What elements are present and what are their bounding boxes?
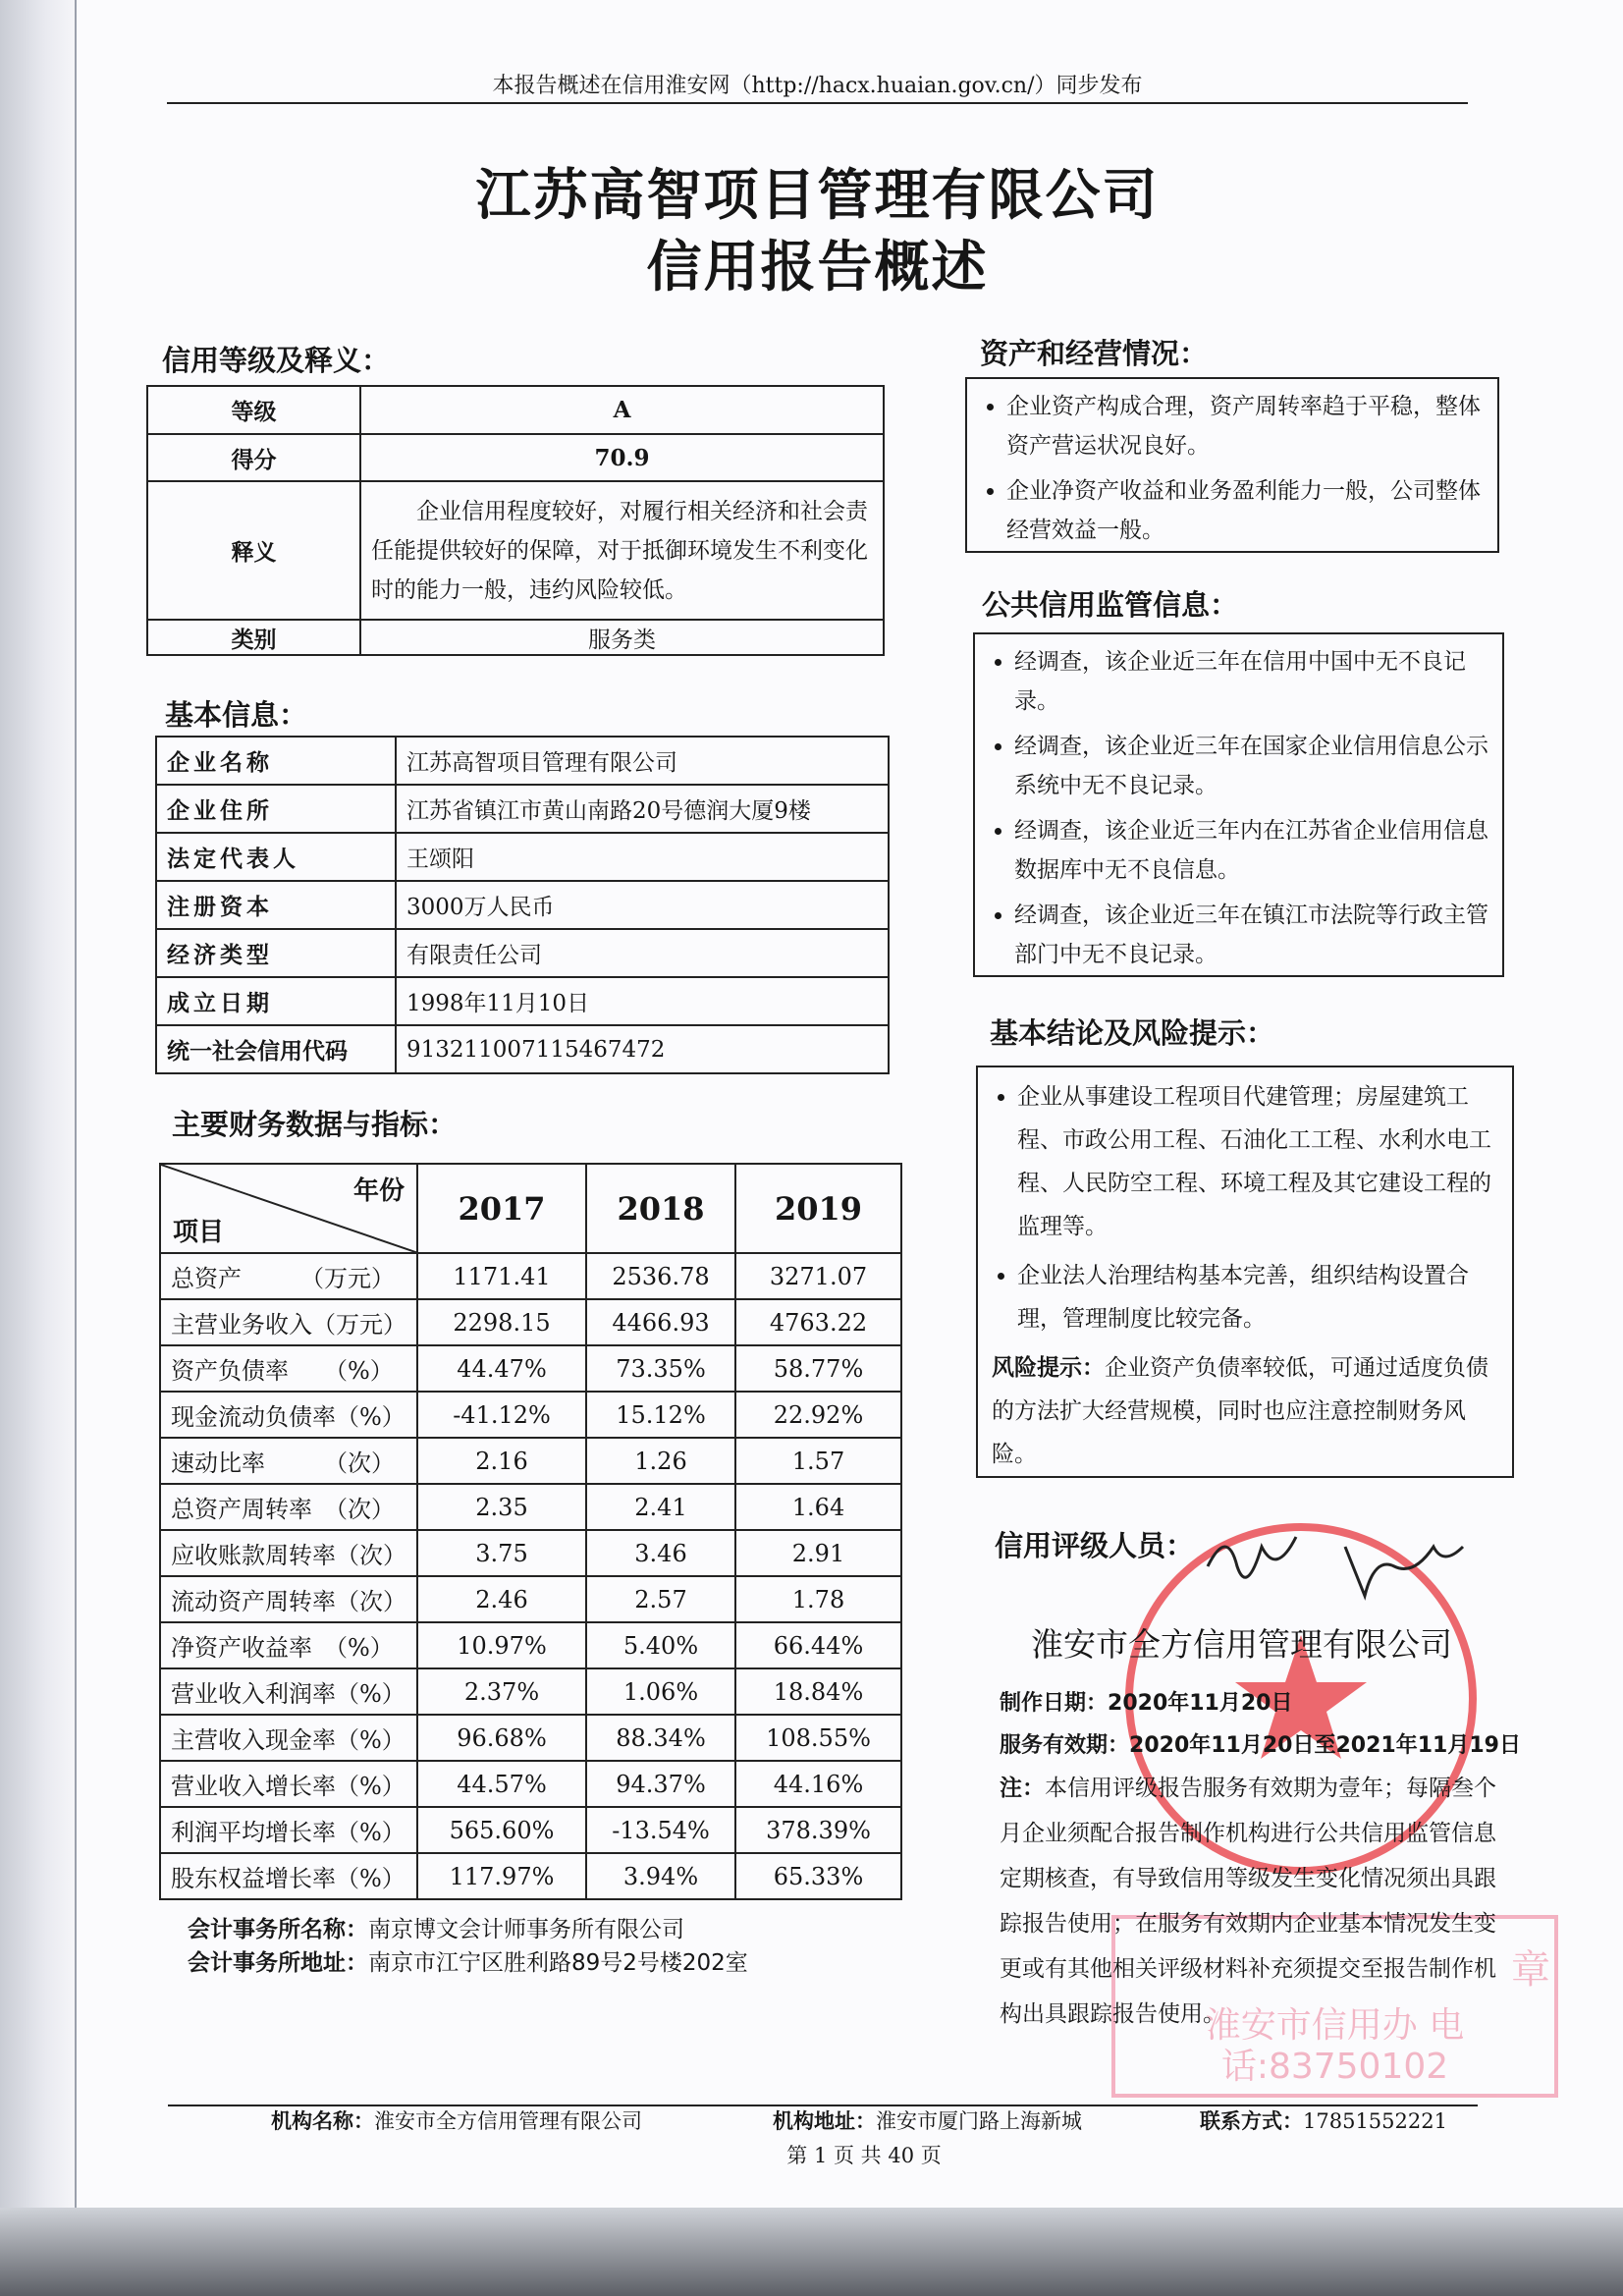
metric-value: 2.16 — [417, 1438, 586, 1484]
rating-staff-label: 信用评级人员： — [995, 1529, 1195, 1562]
filing-seal-glyph: 章 — [1511, 1947, 1550, 1993]
footer-org — [271, 2108, 642, 2134]
table-row — [156, 833, 889, 881]
footer-address-label: 机构地址： — [773, 2109, 876, 2133]
scan-bottom — [0, 2208, 1623, 2296]
table-row — [156, 881, 889, 929]
explanation-label: 释义 — [147, 481, 360, 620]
table-row — [147, 620, 884, 655]
conclusion-heading: 基本结论及风险提示： — [990, 1016, 1275, 1050]
validity-value: 2020年11月20日至2021年11月19日 — [1129, 1733, 1521, 1758]
metric-value: 2.91 — [735, 1530, 901, 1576]
metric-value: 565.60% — [417, 1807, 586, 1853]
table-row — [156, 785, 889, 833]
date-value: 2020年11月20日 — [1108, 1691, 1293, 1716]
table-row — [160, 1484, 901, 1530]
basic-info-heading: 基本信息： — [165, 698, 308, 732]
validity — [1000, 1731, 1521, 1761]
field-value: 江苏省镇江市黄山南路20号德润大厦9楼 — [396, 785, 889, 833]
company-title: 江苏高智项目管理有限公司 — [475, 164, 1160, 228]
metric-value: 108.55% — [735, 1715, 901, 1761]
score-label: 得分 — [147, 434, 360, 481]
conclusion-box — [976, 1066, 1514, 1478]
field-label: 法定代表人 — [156, 833, 396, 881]
field-label: 统一社会信用代码 — [156, 1025, 396, 1073]
accounting-firm-value: 南京博文会计师事务所有限公司 — [368, 1917, 684, 1942]
metric-label: 营业收入利润率（%） — [160, 1668, 417, 1715]
metric-value: 3.94% — [586, 1853, 735, 1899]
metric-value: 2298.15 — [417, 1299, 586, 1345]
metric-value: 3271.07 — [735, 1253, 901, 1299]
assets-heading: 资产和经营情况： — [980, 337, 1209, 370]
table-row — [160, 1761, 901, 1807]
risk-label: 风险提示： — [992, 1355, 1105, 1381]
list-item: • 企业从事建设工程项目代建管理；房屋建筑工程、市政公用工程、石油化工工程、水利水电工程、人民防空工程、环境工程及其它建设工程的监理等。 — [1017, 1075, 1498, 1248]
table-row — [160, 1392, 901, 1438]
accounting-address-label: 会计事务所地址： — [188, 1950, 368, 1976]
date-label: 制作日期： — [1000, 1691, 1109, 1716]
footer-org-value: 淮安市全方信用管理有限公司 — [374, 2109, 642, 2133]
footer-contact — [1200, 2108, 1447, 2134]
metric-label: 现金流动负债率（%） — [160, 1392, 417, 1438]
table-row — [160, 1622, 901, 1668]
report-title: 信用报告概述 — [646, 236, 989, 300]
risk-text: 企业资产负债率较低，可通过适度负债的方法扩大经营规模，同时也应注意控制财务风险。 — [992, 1355, 1488, 1467]
rating-agency: 淮安市全方信用管理有限公司 — [1031, 1625, 1452, 1664]
score-value: 70.9 — [360, 434, 884, 481]
list-item: • 企业法人治理结构基本完善，组织结构设置合理，管理制度比较完备。 — [1017, 1254, 1498, 1340]
metric-value: 1.26 — [586, 1438, 735, 1484]
category-label: 类别 — [147, 620, 360, 655]
metric-value: 44.47% — [417, 1345, 586, 1392]
table-row — [160, 1530, 901, 1576]
accounting-address — [188, 1944, 748, 1977]
footer-contact-value: 17851552221 — [1303, 2109, 1447, 2133]
public-credit-heading: 公共信用监管信息： — [982, 588, 1239, 622]
basic-info-table — [155, 736, 890, 1074]
metric-value: 117.97% — [417, 1853, 586, 1899]
metric-value: -41.12% — [417, 1392, 586, 1438]
table-row — [147, 434, 884, 481]
signature — [1198, 1507, 1492, 1615]
grade-value: A — [360, 386, 884, 434]
financial-table — [159, 1163, 902, 1900]
category-value: 服务类 — [360, 620, 884, 655]
validity-label: 服务有效期： — [1000, 1733, 1130, 1758]
table-row — [156, 977, 889, 1025]
note-label: 注： — [1000, 1776, 1045, 1801]
list-item: • 企业资产构成合理，资产周转率趋于平稳，整体资产营运状况良好。 — [1006, 387, 1484, 465]
metric-value: 2.35 — [417, 1484, 586, 1530]
corner-cell — [160, 1164, 417, 1253]
metric-label: 净资产收益率 （%） — [160, 1622, 417, 1668]
metric-value: 1171.41 — [417, 1253, 586, 1299]
field-value: 有限责任公司 — [396, 929, 889, 977]
list-item: • 经调查，该企业近三年在信用中国中无不良记录。 — [1014, 642, 1488, 721]
table-row — [156, 929, 889, 977]
metric-label: 应收账款周转率（次） — [160, 1530, 417, 1576]
metric-value: 5.40% — [586, 1622, 735, 1668]
metric-label: 总资产周转率 （次） — [160, 1484, 417, 1530]
field-label: 企业名称 — [156, 737, 396, 785]
metric-value: 2.37% — [417, 1668, 586, 1715]
metric-value: 65.33% — [735, 1853, 901, 1899]
table-row — [160, 1807, 901, 1853]
table-row — [160, 1253, 901, 1299]
metric-value: 44.16% — [735, 1761, 901, 1807]
metric-value: 22.92% — [735, 1392, 901, 1438]
public-credit-box — [973, 632, 1504, 977]
footer-address-value: 淮安市厦门路上海新城 — [876, 2109, 1082, 2133]
metric-value: 2.46 — [417, 1576, 586, 1622]
year-header: 2018 — [586, 1164, 735, 1253]
metric-value: 2536.78 — [586, 1253, 735, 1299]
note — [1000, 1766, 1510, 2037]
list-item: • 企业净资产收益和业务盈利能力一般，公司整体经营效益一般。 — [1006, 471, 1484, 550]
filing-seal-text: 淮安市信用办 电话:83750102 — [1205, 2005, 1465, 2087]
metric-value: 4466.93 — [586, 1299, 735, 1345]
metric-value: 66.44% — [735, 1622, 901, 1668]
metric-label: 营业收入增长率（%） — [160, 1761, 417, 1807]
table-row — [147, 386, 884, 434]
metric-value: 2.41 — [586, 1484, 735, 1530]
metric-label: 股东权益增长率（%） — [160, 1853, 417, 1899]
metric-label: 总资产 （万元） — [160, 1253, 417, 1299]
metric-value: 1.06% — [586, 1668, 735, 1715]
metric-value: 1.78 — [735, 1576, 901, 1622]
metric-value: 15.12% — [586, 1392, 735, 1438]
table-row — [160, 1345, 901, 1392]
footer-address — [773, 2108, 1082, 2134]
metric-label: 资产负债率 （%） — [160, 1345, 417, 1392]
metric-value: 1.64 — [735, 1484, 901, 1530]
accounting-address-value: 南京市江宁区胜利路89号2号楼202室 — [368, 1950, 748, 1976]
year-header: 2019 — [735, 1164, 901, 1253]
credit-grade-heading: 信用等级及释义： — [162, 344, 391, 377]
metric-value: 3.46 — [586, 1530, 735, 1576]
corner-year-label: 年份 — [352, 1176, 405, 1206]
metric-value: 96.68% — [417, 1715, 586, 1761]
field-value: 913211007115467472 — [396, 1025, 889, 1073]
metric-value: 10.97% — [417, 1622, 586, 1668]
page-edge-line — [75, 0, 77, 2296]
field-label: 企业住所 — [156, 785, 396, 833]
explanation-value: 企业信用程度较好，对履行相关经济和社会责任能提供较好的保障，对于抵御环境发生不利变化时的能力一般，违约风险较低。 — [360, 481, 884, 620]
list-item: • 经调查，该企业近三年在镇江市法院等行政主管部门中无不良记录。 — [1014, 896, 1488, 974]
metric-value: 58.77% — [735, 1345, 901, 1392]
list-item: • 经调查，该企业近三年在国家企业信用信息公示系统中无不良记录。 — [1014, 727, 1488, 805]
metric-label: 主营业务收入（万元） — [160, 1299, 417, 1345]
metric-value: 4763.22 — [735, 1299, 901, 1345]
metric-label: 利润平均增长率（%） — [160, 1807, 417, 1853]
sync-note: 本报告概述在信用淮安网（http://hacx.huaian.gov.cn/）同步发布 — [492, 74, 1143, 98]
metric-value: 44.57% — [417, 1761, 586, 1807]
table-row — [147, 481, 884, 620]
table-row — [160, 1715, 901, 1761]
grade-label: 等级 — [147, 386, 360, 434]
page-number: 第 1 页 共 40 页 — [786, 2144, 942, 2167]
report-date — [1000, 1689, 1292, 1719]
header-divider — [167, 102, 1468, 104]
table-row — [160, 1576, 901, 1622]
list-item: • 经调查，该企业近三年内在江苏省企业信用信息数据库中无不良信息。 — [1014, 811, 1488, 890]
table-row — [156, 1025, 889, 1073]
field-value: 1998年11月10日 — [396, 977, 889, 1025]
year-header: 2017 — [417, 1164, 586, 1253]
metric-value: 94.37% — [586, 1761, 735, 1807]
field-label: 经济类型 — [156, 929, 396, 977]
financial-heading: 主要财务数据与指标： — [172, 1108, 458, 1141]
note-text: 本信用评级报告服务有效期为壹年；每隔叁个月企业须配合报告制作机构进行公共信用监管信息定期核查，有导致信用等级发生变化情况须出具跟踪报告使用；在服务有效期内企业基本情况发生变更或有其他相关评级材料补充须提交至报告制作机构出具跟踪报告使用。 — [1000, 1776, 1496, 2027]
corner-item-label: 项目 — [173, 1218, 225, 1247]
footer-divider — [168, 2105, 1478, 2106]
metric-value: -13.54% — [586, 1807, 735, 1853]
table-row — [160, 1668, 901, 1715]
scan-edge — [0, 0, 77, 2296]
credit-grade-table — [146, 385, 885, 656]
metric-label: 速动比率 （次） — [160, 1438, 417, 1484]
accounting-firm — [188, 1911, 684, 1943]
assets-box — [965, 377, 1499, 553]
table-header-row — [160, 1164, 901, 1253]
field-value: 江苏高智项目管理有限公司 — [396, 737, 889, 785]
field-label: 注册资本 — [156, 881, 396, 929]
metric-label: 主营收入现金率（%） — [160, 1715, 417, 1761]
table-row — [160, 1853, 901, 1899]
accounting-firm-label: 会计事务所名称： — [188, 1917, 368, 1942]
metric-value: 378.39% — [735, 1807, 901, 1853]
field-value: 王颂阳 — [396, 833, 889, 881]
footer-contact-label: 联系方式： — [1200, 2109, 1303, 2133]
metric-value: 2.57 — [586, 1576, 735, 1622]
field-label: 成立日期 — [156, 977, 396, 1025]
footer-org-label: 机构名称： — [271, 2109, 374, 2133]
metric-value: 88.34% — [586, 1715, 735, 1761]
metric-value: 1.57 — [735, 1438, 901, 1484]
risk-note — [992, 1346, 1498, 1476]
metric-value: 3.75 — [417, 1530, 586, 1576]
metric-value: 73.35% — [586, 1345, 735, 1392]
field-value: 3000万人民币 — [396, 881, 889, 929]
table-row — [160, 1438, 901, 1484]
table-row — [160, 1299, 901, 1345]
metric-value: 18.84% — [735, 1668, 901, 1715]
table-row — [156, 737, 889, 785]
metric-label: 流动资产周转率（次） — [160, 1576, 417, 1622]
